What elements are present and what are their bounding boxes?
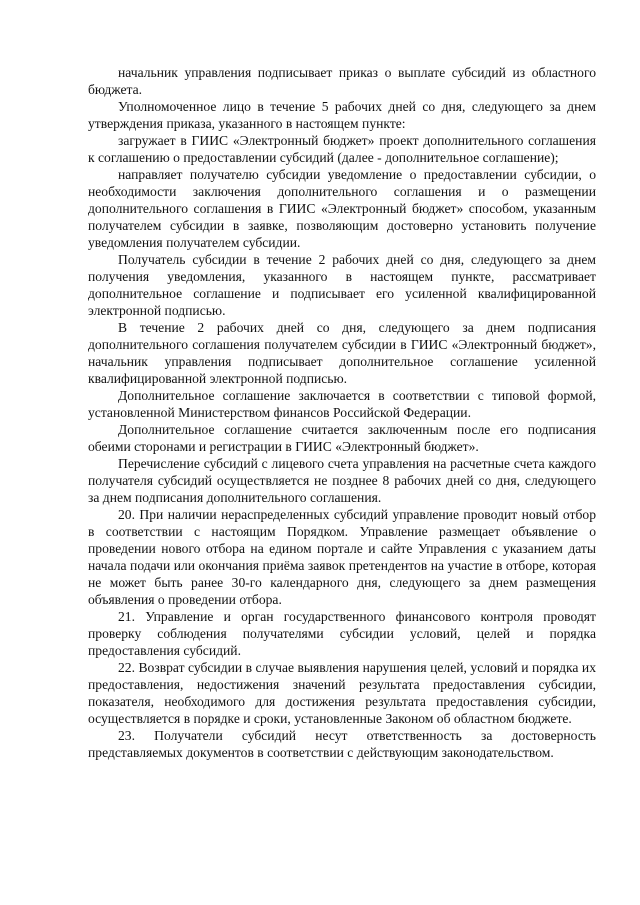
paragraph-6: В течение 2 рабочих дней со дня, следующего за днем подписания дополнительного соглашения получателем субсидии в ГИИС «Электронный бюджет», начальник управления подписывает дополнительное соглашение усиленной квалифицированной электронной подписью.	[88, 320, 596, 386]
paragraph-9: Перечисление субсидий с лицевого счета управления на расчетные счета каждого получателя субсидий осуществляется не позднее 8 рабочих дней со дня, следующего за днем подписания дополнительного соглашения.	[88, 456, 596, 505]
paragraph-8: Дополнительное соглашение считается заключенным после его подписания обеими сторонами и регистрации в ГИИС «Электронный бюджет».	[88, 422, 596, 454]
paragraph-10: 20. При наличии нераспределенных субсидий управление проводит новый отбор в соответствии с настоящим Порядком. Управление размещает объявление о проведении нового отбора на едином портале и сайте Управления с указанием даты начала подачи или окончания приёма заявок претендентов на участие в отборе, которая не может быть ранее 30-го календарного дня, следующего за днем размещения объявления о проведении отбора.	[88, 507, 596, 607]
paragraph-3: загружает в ГИИС «Электронный бюджет» проект дополнительного соглашения к соглашению о предоставлении субсидий (далее - дополнительное соглашение);	[88, 133, 596, 165]
paragraph-1: начальник управления подписывает приказ о выплате субсидий из областного бюджета.	[88, 65, 596, 97]
paragraph-13: 23. Получатели субсидий несут ответственность за достоверность представляемых документов в соответствии с действующим законодательством.	[88, 728, 596, 760]
document-page	[88, 64, 596, 761]
paragraph-11: 21. Управление и орган государственного финансового контроля проводят проверку соблюдения получателями субсидии условий, целей и порядка предоставления субсидий.	[88, 609, 596, 658]
paragraph-2: Уполномоченное лицо в течение 5 рабочих дней со дня, следующего за днем утверждения приказа, указанного в настоящем пункте:	[88, 99, 596, 131]
paragraph-4: направляет получателю субсидии уведомление о предоставлении субсидии, о необходимости заключения дополнительного соглашения и о размещении дополнительного соглашения в ГИИС «Электронный бюджет» способом, указанным получателем субсидии в заявке, позволяющим достоверно установить получение уведомления получателем субсидии.	[88, 167, 596, 250]
paragraph-5: Получатель субсидии в течение 2 рабочих дней со дня, следующего за днем получения уведомления, указанного в настоящем пункте, рассматривает дополнительное соглашение и подписывает его усиленной квалифицированной электронной подписью.	[88, 252, 596, 318]
paragraph-12: 22. Возврат субсидии в случае выявления нарушения целей, условий и порядка их предоставления, недостижения значений результата предоставления субсидии, показателя, необходимого для достижения результата предоставления субсидии, осуществляется в порядке и сроки, установленные Законом об областном бюджете.	[88, 660, 596, 726]
paragraph-7: Дополнительное соглашение заключается в соответствии с типовой формой, установленной Министерством финансов Российской Федерации.	[88, 388, 596, 420]
